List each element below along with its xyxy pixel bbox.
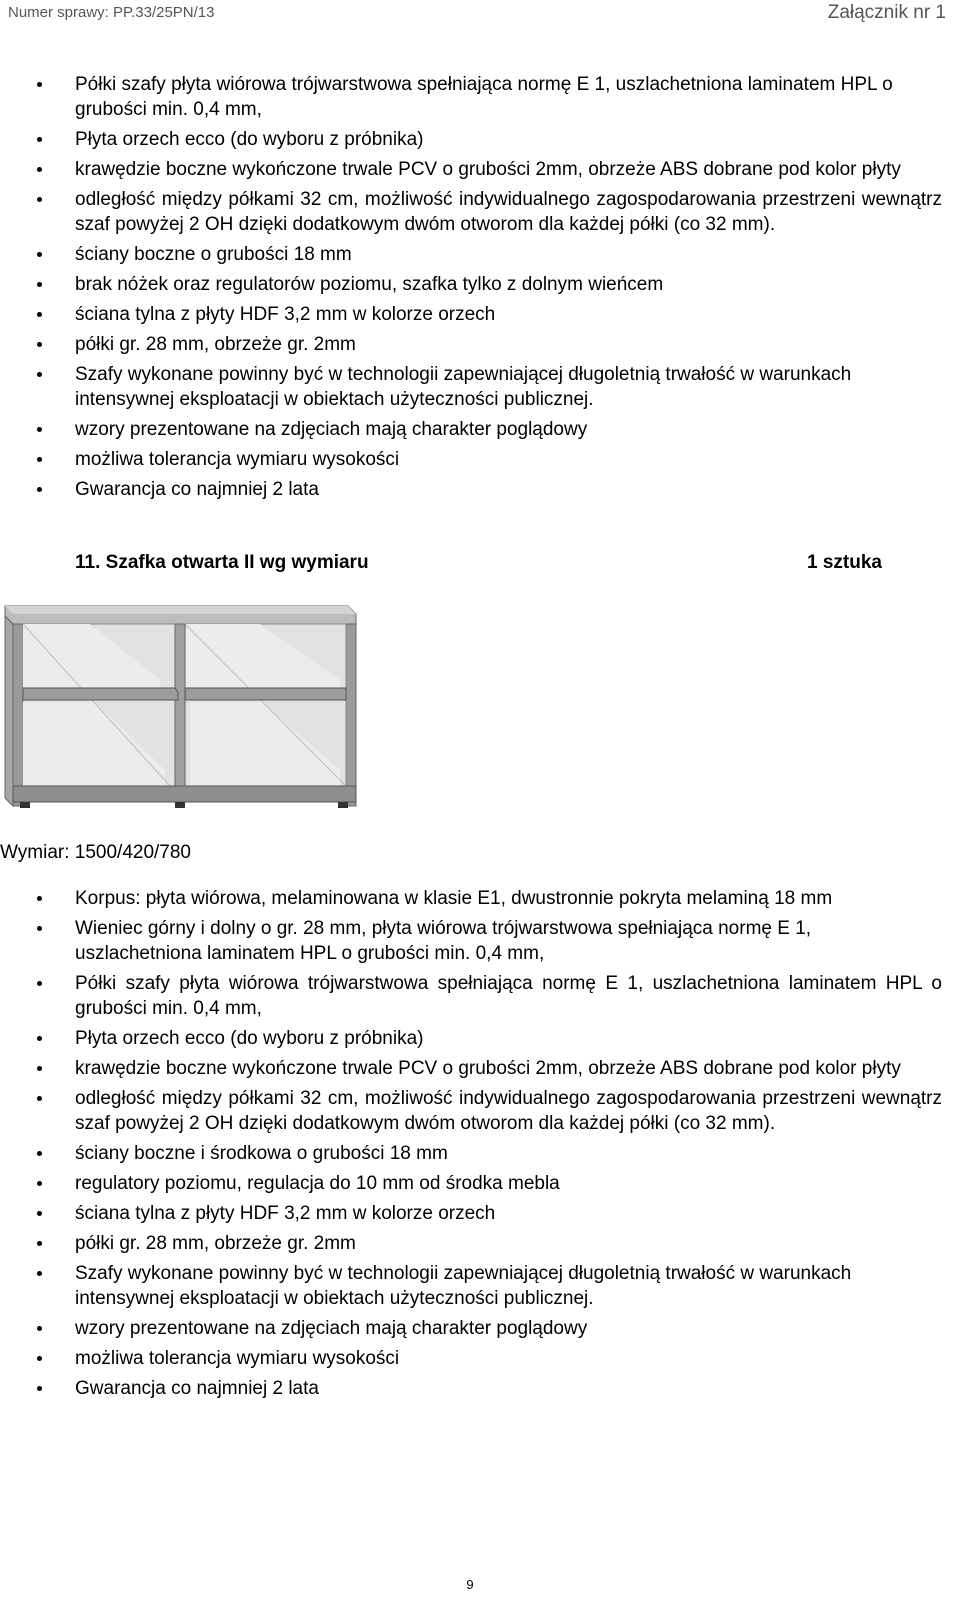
list-item: Półki szafy płyta wiórowa trójwarstwowa spełniająca normę E 1, uszlachetniona laminatem HPL o grubości min. 0,4 mm, bbox=[0, 72, 960, 122]
bullet-icon bbox=[37, 137, 42, 142]
list-item: krawędzie boczne wykończone trwale PCV o grubości 2mm, obrzeże ABS dobrane pod kolor płyty bbox=[0, 1056, 960, 1081]
list-item: ściana tylna z płyty HDF 3,2 mm w kolorze orzech bbox=[0, 1201, 960, 1226]
bullet-icon bbox=[37, 1326, 42, 1331]
bullet-icon bbox=[37, 1271, 42, 1276]
bullet-icon bbox=[37, 282, 42, 287]
attachment-label: Załącznik nr 1 bbox=[827, 2, 946, 23]
bullet-icon bbox=[37, 1241, 42, 1246]
bullet-icon bbox=[37, 926, 42, 931]
list-item: regulatory poziomu, regulacja do 10 mm od środka mebla bbox=[0, 1171, 960, 1196]
bullet-icon bbox=[37, 1386, 42, 1391]
list-item: Korpus: płyta wiórowa, melaminowana w klasie E1, dwustronnie pokryta melaminą 18 mm bbox=[0, 886, 960, 911]
bullet-icon bbox=[37, 1356, 42, 1361]
bullet-icon bbox=[37, 1181, 42, 1186]
list-item: brak nóżek oraz regulatorów poziomu, szafka tylko z dolnym wieńcem bbox=[0, 272, 960, 297]
list-item: Szafy wykonane powinny być w technologii zapewniającej długoletnią trwałość w warunkach intensywnej eksploatacji w obiektach użyteczności publicznej. bbox=[0, 362, 960, 412]
bullet-icon bbox=[37, 1211, 42, 1216]
list-item: Wieniec górny i dolny o gr. 28 mm, płyta wiórowa trójwarstwowa spełniająca normę E 1, uszlachetniona laminatem HPL o grubości min. 0,4 mm, bbox=[0, 916, 960, 966]
list-item: ściany boczne o grubości 18 mm bbox=[0, 242, 960, 267]
list-item: Gwarancja co najmniej 2 lata bbox=[0, 1376, 960, 1401]
bullet-icon bbox=[37, 487, 42, 492]
list-item: ściana tylna z płyty HDF 3,2 mm w kolorze orzech bbox=[0, 302, 960, 327]
list-item: półki gr. 28 mm, obrzeże gr. 2mm bbox=[0, 1231, 960, 1256]
list-item: możliwa tolerancja wymiaru wysokości bbox=[0, 447, 960, 472]
bullet-icon bbox=[37, 427, 42, 432]
section-quantity: 1 sztuka bbox=[807, 552, 882, 573]
list-item: półki gr. 28 mm, obrzeże gr. 2mm bbox=[0, 332, 960, 357]
section-title: 11. Szafka otwarta II wg wymiaru bbox=[75, 552, 369, 573]
list-item: możliwa tolerancja wymiaru wysokości bbox=[0, 1346, 960, 1371]
list-item: Szafy wykonane powinny być w technologii zapewniającej długoletnią trwałość w warunkach intensywnej eksploatacji w obiektach użyteczności publicznej. bbox=[0, 1261, 960, 1311]
bullet-icon bbox=[37, 1036, 42, 1041]
bullet-icon bbox=[37, 896, 42, 901]
list-item: Płyta orzech ecco (do wyboru z próbnika) bbox=[0, 127, 960, 152]
bullet-icon bbox=[37, 372, 42, 377]
spec-list-2 bbox=[0, 886, 960, 1406]
list-item: wzory prezentowane na zdjęciach mają charakter poglądowy bbox=[0, 417, 960, 442]
cabinet-illustration bbox=[0, 600, 370, 810]
list-item: odległość między półkami 32 cm, możliwość indywidualnego zagospodarowania przestrzeni wewnątrz szaf powyżej 2 OH dzięki dodatkowym dwóm otworom dla każdej półki (co 32 mm). bbox=[0, 1086, 960, 1136]
bullet-icon bbox=[37, 1096, 42, 1101]
bullet-icon bbox=[37, 342, 42, 347]
list-item: wzory prezentowane na zdjęciach mają charakter poglądowy bbox=[0, 1316, 960, 1341]
list-item: Półki szafy płyta wiórowa trójwarstwowa spełniająca normę E 1, uszlachetniona laminatem HPL o grubości min. 0,4 mm, bbox=[0, 971, 960, 1021]
list-item: ściany boczne i środkowa o grubości 18 mm bbox=[0, 1141, 960, 1166]
list-item: krawędzie boczne wykończone trwale PCV o grubości 2mm, obrzeże ABS dobrane pod kolor płyty bbox=[0, 157, 960, 182]
bullet-icon bbox=[37, 1151, 42, 1156]
case-number: Numer sprawy: PP.33/25PN/13 bbox=[8, 4, 215, 21]
bullet-icon bbox=[37, 82, 42, 87]
dimensions-text: Wymiar: 1500/420/780 bbox=[0, 842, 191, 863]
bullet-icon bbox=[37, 312, 42, 317]
list-item: Płyta orzech ecco (do wyboru z próbnika) bbox=[0, 1026, 960, 1051]
list-item: Gwarancja co najmniej 2 lata bbox=[0, 477, 960, 502]
spec-list-1 bbox=[0, 72, 960, 507]
bullet-icon bbox=[37, 252, 42, 257]
bullet-icon bbox=[37, 1066, 42, 1071]
bullet-icon bbox=[37, 197, 42, 202]
page-number: 9 bbox=[466, 1577, 474, 1592]
list-item: odległość między półkami 32 cm, możliwość indywidualnego zagospodarowania przestrzeni wewnątrz szaf powyżej 2 OH dzięki dodatkowym dwóm otworom dla każdej półki (co 32 mm). bbox=[0, 187, 960, 237]
bullet-icon bbox=[37, 981, 42, 986]
bullet-icon bbox=[37, 167, 42, 172]
bullet-icon bbox=[37, 457, 42, 462]
